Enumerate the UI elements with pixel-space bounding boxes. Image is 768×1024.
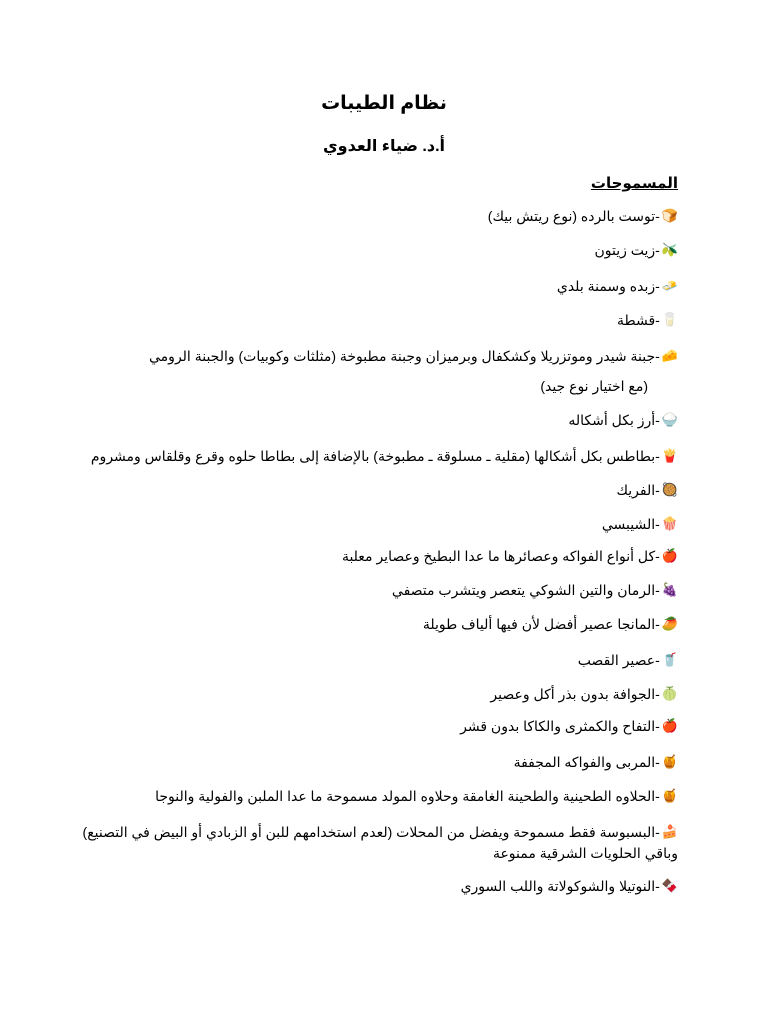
list-item-text: -بطاطس بكل أشكالها (مقلية ـ مسلوقة ـ مطبوخة) بالإضافة إلى بطاطا حلوه وقرع وقلقاس ومشروم — [90, 448, 660, 464]
list-item-text: -النوتيلا والشوكولاتة واللب السوري — [460, 878, 660, 894]
list-item-text: -جبنة شيدر وموتزريلا وكشكفال وبرميزان وجبنة مطبوخة (مثلثات وكوبيات) والجبنة الرومي — [149, 348, 660, 364]
document-author: أ.د. ضياء العدوي — [322, 138, 446, 155]
list-item — [568, 410, 678, 431]
food-emoji-icon: 🥘 — [661, 483, 678, 499]
food-emoji-icon: 🍯 — [661, 755, 678, 771]
list-item-text: -الحلاوه الطحينية والطحينة الغامقة وحلاوه المولد مسموحة ما عدا الملبن والفولية والنوجا — [155, 788, 660, 804]
list-item — [91, 446, 678, 467]
list-item — [557, 276, 678, 297]
list-item-continued-text: (مع اختيار نوع جيد) — [540, 378, 648, 394]
food-emoji-icon: 🍿 — [661, 517, 678, 533]
list-item-text: -أرز بكل أشكاله — [568, 412, 660, 428]
list-item-text: -التفاح والكمثرى والكاكا بدون قشر — [460, 718, 660, 734]
list-item — [602, 514, 678, 535]
list-item-text: -قشطة — [616, 312, 660, 328]
list-item — [488, 206, 678, 227]
list-item-text: -زبده وسمنة بلدي — [556, 278, 660, 294]
list-item-text: -الجوافة بدون بذر أكل وعصير — [490, 686, 660, 702]
list-item-text: -الشيبسي — [601, 516, 660, 532]
food-emoji-icon: 🫒 — [661, 243, 678, 259]
list-item — [155, 786, 678, 807]
list-item-text: -المانجا عصير أفضل لأن فيها ألياف طويلة — [422, 616, 660, 632]
list-item — [342, 546, 678, 567]
list-item-text: -كل أنواع الفواكه وعصائرها ما عدا البطيخ وعصاير معلبة — [341, 548, 660, 564]
list-item-text: -عصير القصب — [577, 652, 660, 668]
document-title: نظام الطيبات — [321, 93, 447, 114]
list-item-text: -المربى والفواكه المجففة — [513, 754, 660, 770]
food-emoji-icon: 🧀 — [661, 349, 678, 365]
food-emoji-icon: 🍎 — [661, 719, 678, 735]
food-emoji-icon: 🍚 — [661, 413, 678, 429]
list-item — [149, 346, 678, 394]
section-heading-allowed: المسموحات — [590, 175, 678, 192]
food-emoji-icon: 🥛 — [661, 313, 678, 329]
list-item — [617, 310, 678, 331]
food-emoji-icon: 🍈 — [661, 687, 678, 703]
list-item — [392, 580, 678, 601]
food-emoji-icon: 🍰 — [661, 825, 678, 841]
list-item — [514, 752, 678, 773]
food-emoji-icon: 🥭 — [661, 617, 678, 633]
list-item — [78, 822, 678, 863]
list-item — [490, 684, 678, 705]
food-emoji-icon: 🍯 — [661, 789, 678, 805]
food-emoji-icon: 🍫 — [661, 879, 678, 895]
list-item-text: -توست بالرده (نوع ريتش بيك) — [487, 208, 660, 224]
list-item — [461, 876, 678, 897]
food-emoji-icon: 🧈 — [661, 279, 678, 295]
list-item — [616, 480, 678, 501]
list-item — [460, 716, 678, 737]
list-item — [423, 614, 678, 635]
food-emoji-icon: 🍇 — [661, 583, 678, 599]
food-emoji-icon: 🥤 — [661, 653, 678, 669]
list-item-text: -الرمان والتين الشوكي يتعصر ويتشرب متصفي — [391, 582, 660, 598]
food-emoji-icon: 🍎 — [661, 549, 678, 565]
food-emoji-icon: 🍞 — [661, 209, 678, 225]
list-item-text: -زيت زيتون — [594, 242, 660, 258]
list-item — [594, 240, 678, 261]
list-item-text: -الفريك — [616, 482, 660, 498]
list-item — [578, 650, 678, 671]
food-emoji-icon: 🍟 — [661, 449, 678, 465]
list-item-text: -البسبوسة فقط مسموحة ويفضل من المحلات (لعدم استخدامهم للبن أو الزبادي أو البيض في التصنيع) وباقي الحلويات الشرقية ممنوعة — [82, 824, 678, 862]
